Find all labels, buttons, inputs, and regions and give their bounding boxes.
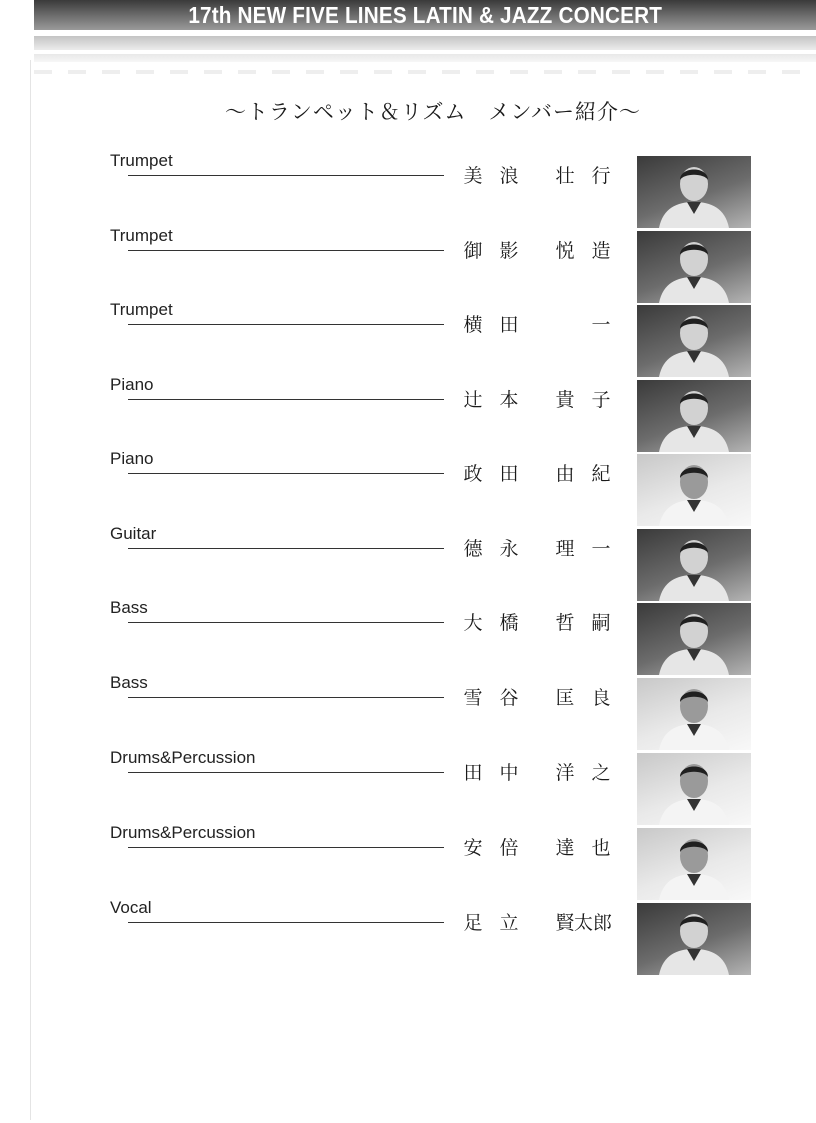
member-photo	[637, 753, 751, 825]
name-character: 太郎	[573, 913, 612, 934]
member-row	[0, 375, 816, 450]
person-silhouette-icon	[637, 380, 751, 452]
name-character: 達	[555, 838, 575, 859]
name-character: 御	[463, 241, 483, 262]
leader-rule	[128, 324, 444, 325]
member-photo	[637, 828, 751, 900]
leader-rule	[128, 922, 444, 923]
concert-title: 17th NEW FIVE LINES LATIN & JAZZ CONCERT	[188, 1, 662, 28]
scan-noise	[34, 70, 816, 74]
header-banner	[34, 0, 816, 30]
leader-rule	[128, 250, 444, 251]
name-character: 匡	[555, 688, 575, 709]
member-photo	[637, 156, 751, 228]
member-photo	[637, 903, 751, 975]
name-character: 行	[591, 166, 611, 187]
name-character: 辻	[463, 390, 483, 411]
person-silhouette-icon	[637, 678, 751, 750]
name-character: 也	[591, 838, 611, 859]
name-character: 貴	[555, 390, 575, 411]
member-row	[0, 823, 816, 898]
name-character: 本	[499, 390, 519, 411]
member-row	[0, 151, 816, 226]
name-character: 哲	[555, 613, 575, 634]
instrument-label: Piano	[110, 449, 154, 468]
name-character: 倍	[499, 838, 519, 859]
name-character: 影	[499, 241, 519, 262]
name-character: 立	[499, 913, 519, 934]
name-character: 良	[591, 688, 611, 709]
instrument-label: Bass	[110, 598, 148, 617]
name-character: 之	[591, 763, 611, 784]
name-character: 一	[591, 539, 611, 560]
member-row	[0, 898, 816, 973]
name-character: 大	[463, 613, 483, 634]
header-strip	[34, 36, 816, 50]
name-character: 造	[591, 241, 611, 262]
name-character: 悦	[555, 241, 575, 262]
instrument-label: Piano	[110, 375, 154, 394]
member-row	[0, 748, 816, 823]
member-photo	[637, 454, 751, 526]
header-strip-light	[34, 54, 816, 62]
member-row	[0, 524, 816, 599]
person-silhouette-icon	[637, 903, 751, 975]
leader-rule	[128, 399, 444, 400]
name-character: 足	[463, 913, 483, 934]
leader-rule	[128, 548, 444, 549]
name-character: 田	[499, 464, 519, 485]
member-row	[0, 598, 816, 673]
member-photo	[637, 603, 751, 675]
name-character: 浪	[499, 166, 519, 187]
member-photo	[637, 305, 751, 377]
person-silhouette-icon	[637, 828, 751, 900]
name-character: 政	[463, 464, 483, 485]
member-photo	[637, 380, 751, 452]
name-character: 橋	[499, 613, 519, 634]
name-character: 雪	[463, 688, 483, 709]
instrument-label: Drums&Percussion	[110, 823, 256, 842]
name-character: 德	[463, 539, 483, 560]
instrument-label: Trumpet	[110, 226, 173, 245]
name-character: 美	[463, 166, 483, 187]
name-character: 洋	[555, 763, 575, 784]
name-character: 理	[555, 539, 575, 560]
page-subtitle: 〜トランペット＆リズム メンバー紹介〜	[224, 100, 642, 124]
person-silhouette-icon	[637, 454, 751, 526]
member-photo	[637, 231, 751, 303]
name-character: 安	[463, 838, 483, 859]
person-silhouette-icon	[637, 156, 751, 228]
person-silhouette-icon	[637, 529, 751, 601]
name-character: 壮	[555, 166, 575, 187]
member-photo	[637, 678, 751, 750]
name-character: 田	[463, 763, 483, 784]
member-row	[0, 226, 816, 301]
instrument-label: Trumpet	[110, 151, 173, 170]
leader-rule	[128, 772, 444, 773]
name-character: 由	[555, 464, 575, 485]
name-character: 谷	[499, 688, 519, 709]
instrument-label: Guitar	[110, 524, 157, 543]
instrument-label: Trumpet	[110, 300, 173, 319]
name-character: 中	[499, 763, 519, 784]
person-silhouette-icon	[637, 305, 751, 377]
leader-rule	[128, 847, 444, 848]
member-photo	[637, 529, 751, 601]
person-silhouette-icon	[637, 753, 751, 825]
leader-rule	[128, 697, 444, 698]
leader-rule	[128, 175, 444, 176]
instrument-label: Drums&Percussion	[110, 748, 256, 767]
name-character: 一	[591, 315, 611, 336]
instrument-label: Vocal	[110, 898, 152, 917]
member-row	[0, 300, 816, 375]
name-character: 子	[591, 390, 611, 411]
member-row	[0, 449, 816, 524]
person-silhouette-icon	[637, 603, 751, 675]
member-row	[0, 673, 816, 748]
leader-rule	[128, 473, 444, 474]
name-character: 横	[463, 315, 483, 336]
person-silhouette-icon	[637, 231, 751, 303]
name-character: 嗣	[591, 613, 611, 634]
name-character: 田	[499, 315, 519, 336]
instrument-label: Bass	[110, 673, 148, 692]
name-character: 紀	[591, 464, 611, 485]
leader-rule	[128, 622, 444, 623]
name-character: 永	[499, 539, 519, 560]
name-character: 賢	[555, 913, 575, 934]
